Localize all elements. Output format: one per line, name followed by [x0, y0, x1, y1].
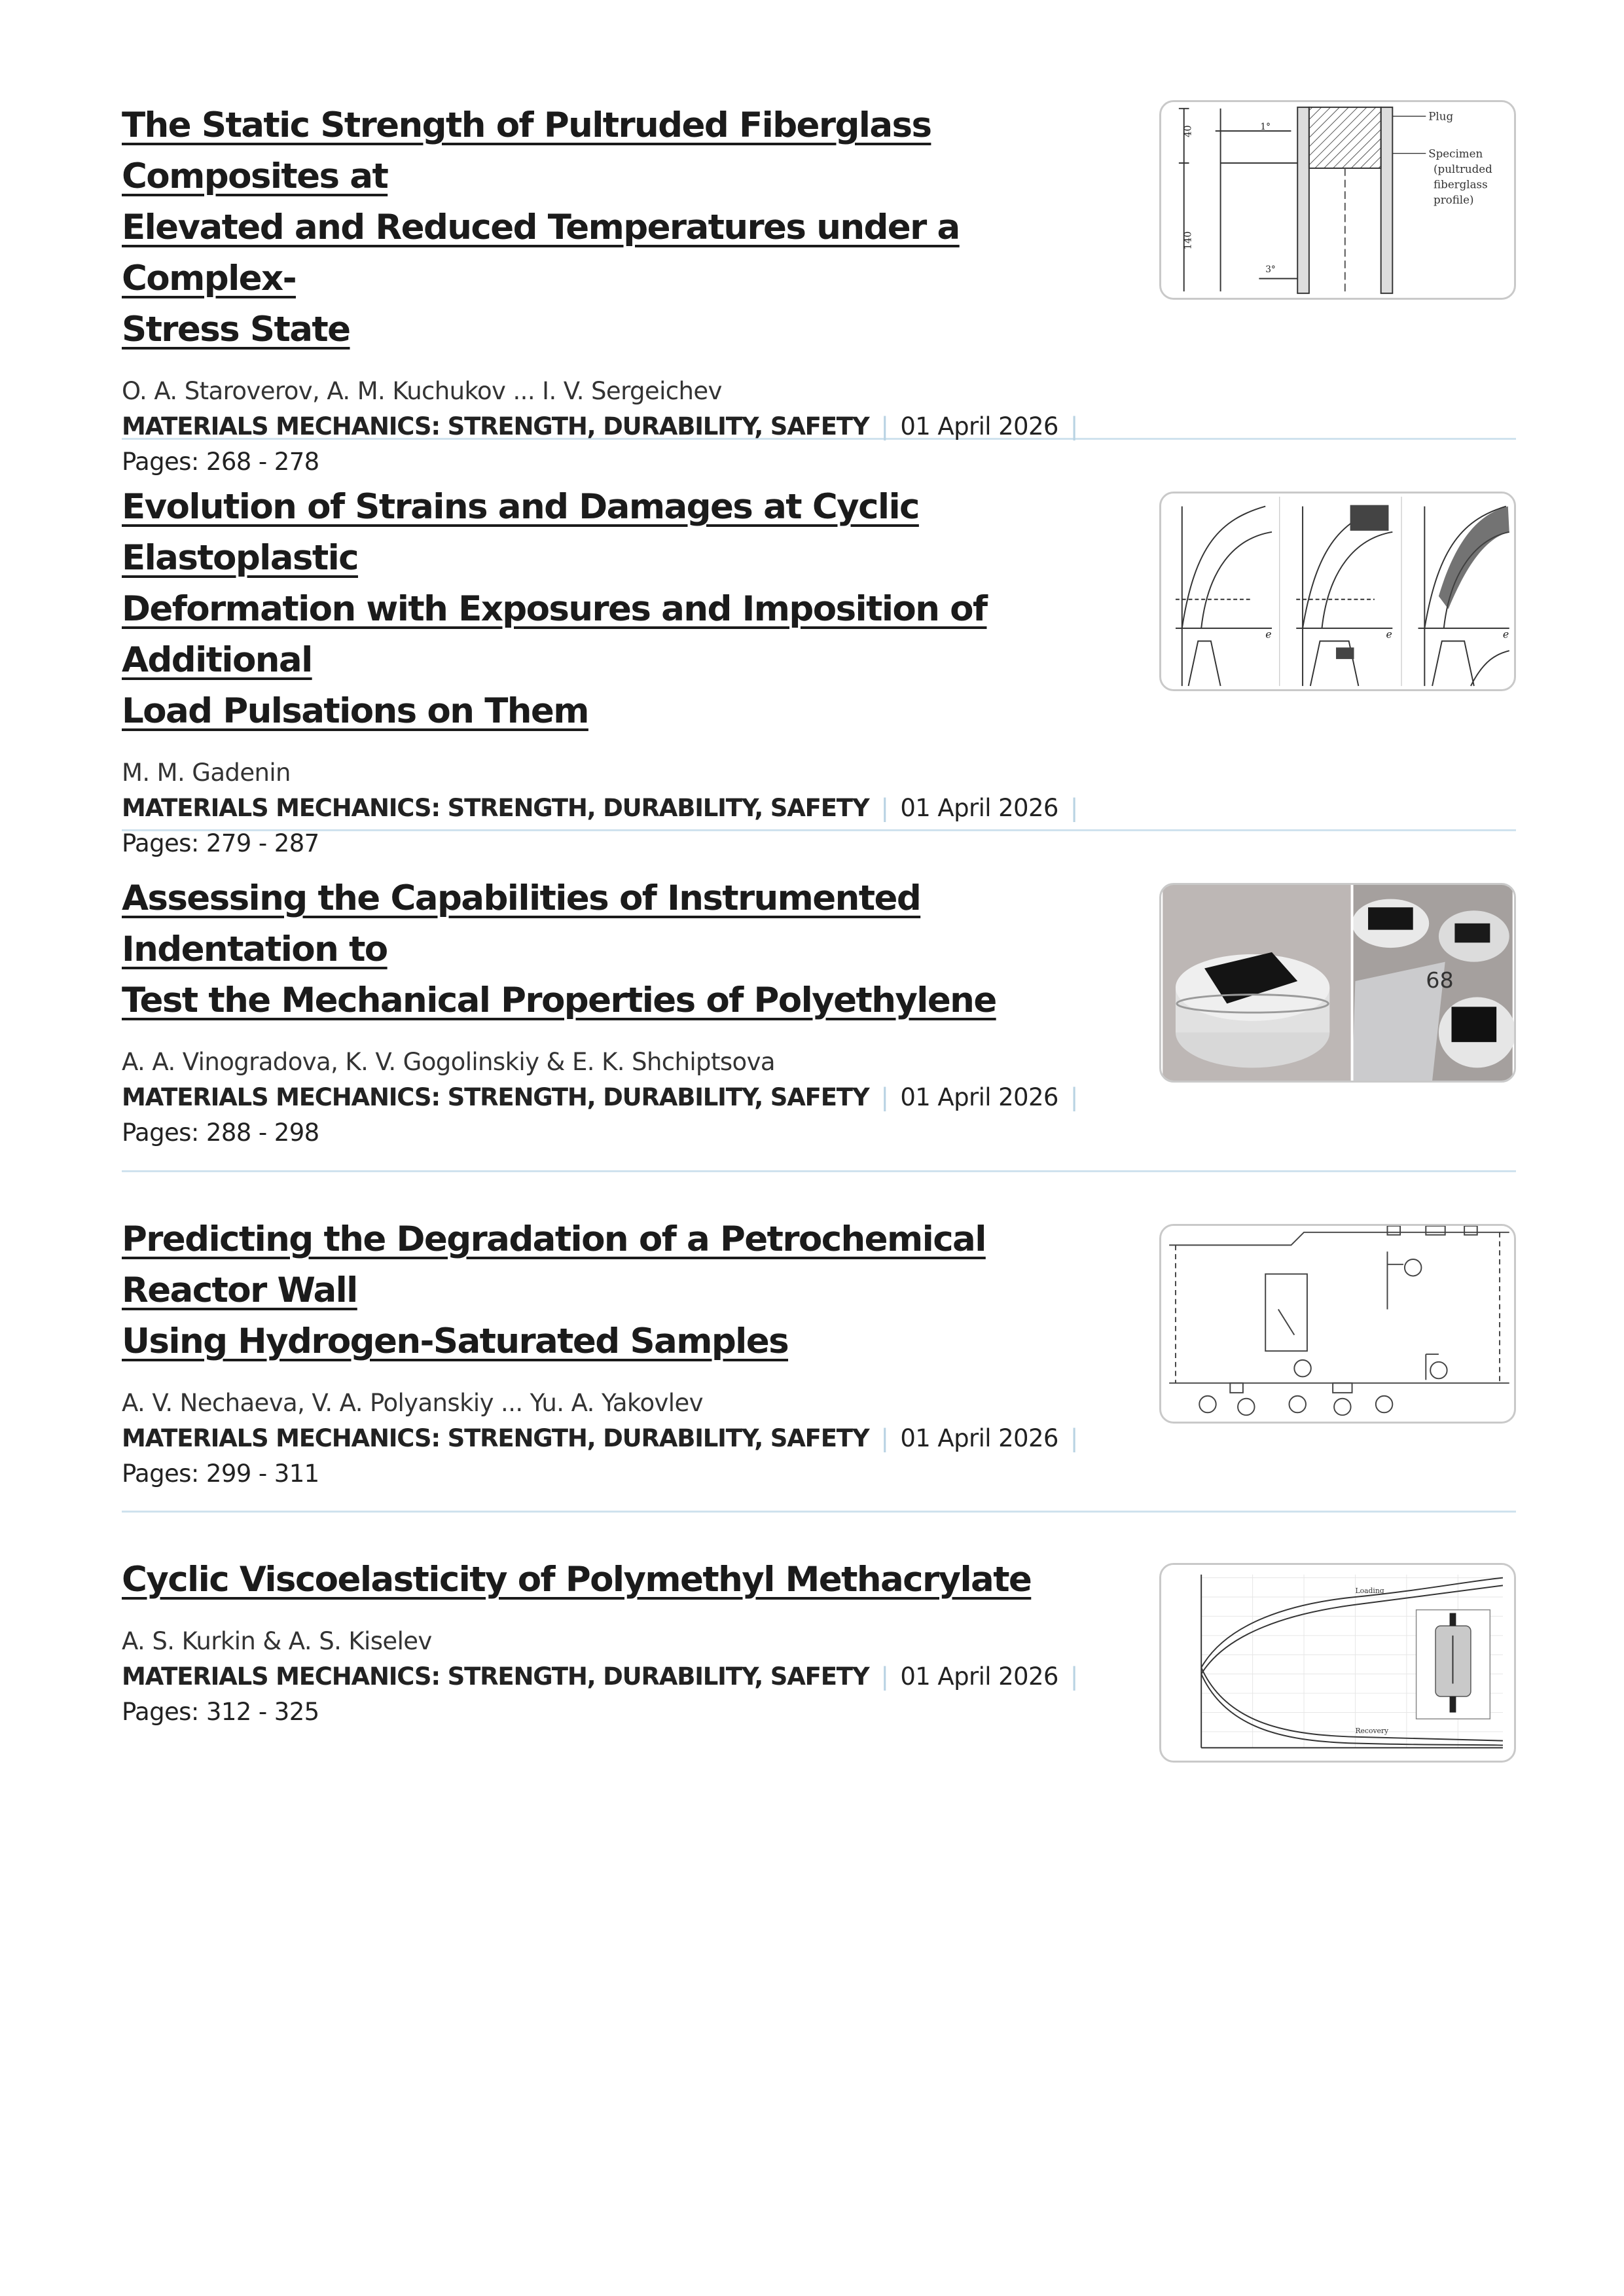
article-title-link[interactable]	[122, 1554, 1117, 1605]
article-meta	[122, 1421, 1117, 1492]
publication-date: 01 April 2026	[900, 1083, 1058, 1111]
article-authors: O. A. Staroverov, A. M. Kuchukov ... I. V. Sergeichev	[122, 377, 722, 405]
article-title-line: Load Pulsations on Them	[122, 691, 588, 731]
svg-text:1°: 1°	[1260, 122, 1271, 133]
journal-name: MATERIALS MECHANICS: STRENGTH, DURABILITY, SAFETY	[122, 412, 869, 440]
article-title-line: The Static Strength of Pultruded Fiberglass Composites at	[122, 105, 931, 196]
page-range: Pages: 299 - 311	[122, 1460, 319, 1488]
journal-name: MATERIALS MECHANICS: STRENGTH, DURABILITY, SAFETY	[122, 794, 869, 822]
article-title-link[interactable]	[122, 482, 1117, 737]
article-title-line: Elevated and Reduced Temperatures under a Complex-	[122, 207, 960, 298]
article-title-link[interactable]	[122, 100, 1117, 355]
svg-text:140: 140	[1182, 231, 1194, 250]
article-title-line: Deformation with Exposures and Imposition of Additional	[122, 589, 987, 680]
article-title-line: Using Hydrogen-Saturated Samples	[122, 1321, 789, 1361]
meta-separator: |	[880, 1083, 889, 1111]
page-range: Pages: 288 - 298	[122, 1119, 319, 1147]
reactor-wall-figure	[1161, 1226, 1514, 1422]
svg-text:Specimen: Specimen	[1428, 147, 1483, 160]
meta-separator: |	[880, 1424, 889, 1452]
svg-text:e: e	[1386, 628, 1392, 641]
article-list	[122, 92, 1516, 1814]
svg-text:profile): profile)	[1434, 193, 1474, 206]
page-range: Pages: 279 - 287	[122, 829, 319, 857]
svg-text:fiberglass: fiberglass	[1434, 178, 1488, 191]
article-title-link[interactable]	[122, 873, 1117, 1026]
article-meta	[122, 1659, 1117, 1730]
article-item	[122, 831, 1516, 1172]
svg-text:(pultruded: (pultruded	[1434, 162, 1492, 175]
article-text	[122, 440, 1117, 861]
meta-separator: |	[1070, 1662, 1078, 1691]
publication-date: 01 April 2026	[900, 794, 1058, 822]
article-title-link[interactable]	[122, 1214, 1117, 1367]
journal-name: MATERIALS MECHANICS: STRENGTH, DURABILITY, SAFETY	[122, 1662, 869, 1691]
strain-cycle-figure	[1161, 493, 1514, 689]
article-title-line: Test the Mechanical Properties of Polyethylene	[122, 980, 996, 1020]
page-range: Pages: 268 - 278	[122, 448, 319, 476]
svg-text:40: 40	[1182, 125, 1194, 137]
meta-separator: |	[880, 1662, 889, 1691]
article-text	[122, 1172, 1117, 1492]
publication-date: 01 April 2026	[900, 1424, 1058, 1452]
svg-text:Plug: Plug	[1428, 110, 1454, 123]
meta-separator: |	[1070, 794, 1078, 822]
article-text	[122, 831, 1117, 1151]
meta-separator: |	[880, 794, 889, 822]
polyethylene-samples-photo	[1161, 885, 1514, 1081]
article-title-line: Evolution of Strains and Damages at Cyclic Elastoplastic	[122, 487, 919, 578]
article-thumbnail[interactable]	[1159, 492, 1516, 691]
article-item	[122, 1172, 1516, 1513]
svg-text:Loading: Loading	[1355, 1587, 1384, 1596]
article-item	[122, 1513, 1516, 1814]
article-thumbnail[interactable]	[1159, 1563, 1516, 1763]
viscoelasticity-plot-figure	[1161, 1565, 1514, 1761]
article-authors: A. A. Vinogradova, K. V. Gogolinskiy & E. K. Shchiptsova	[122, 1048, 775, 1076]
article-authors: A. V. Nechaeva, V. A. Polyanskiy ... Yu. A. Yakovlev	[122, 1389, 703, 1417]
article-authors: A. S. Kurkin & A. S. Kiselev	[122, 1627, 432, 1655]
meta-separator: |	[1070, 412, 1078, 440]
article-title-line: Predicting the Degradation of a Petrochemical Reactor Wall	[122, 1219, 986, 1310]
journal-name: MATERIALS MECHANICS: STRENGTH, DURABILITY, SAFETY	[122, 1424, 869, 1452]
article-title-line: Cyclic Viscoelasticity of Polymethyl Methacrylate	[122, 1560, 1032, 1600]
meta-separator: |	[1070, 1424, 1078, 1452]
svg-text:Recovery: Recovery	[1355, 1726, 1389, 1735]
publication-date: 01 April 2026	[900, 1662, 1058, 1691]
meta-separator: |	[880, 412, 889, 440]
article-text	[122, 1513, 1117, 1730]
publication-date: 01 April 2026	[900, 412, 1058, 440]
article-thumbnail[interactable]	[1159, 100, 1516, 300]
article-item	[122, 440, 1516, 857]
article-text	[122, 92, 1117, 480]
svg-text:68: 68	[1426, 967, 1454, 993]
pultruded-specimen-figure	[1161, 102, 1514, 298]
svg-text:e: e	[1265, 628, 1272, 641]
svg-text:3°: 3°	[1265, 264, 1276, 275]
article-title-line: Assessing the Capabilities of Instrumented Indentation to	[122, 878, 921, 969]
article-title-line: Stress State	[122, 310, 350, 350]
journal-name: MATERIALS MECHANICS: STRENGTH, DURABILITY, SAFETY	[122, 1083, 869, 1111]
svg-text:e: e	[1502, 628, 1509, 641]
article-thumbnail[interactable]	[1159, 1224, 1516, 1424]
article-authors: M. M. Gadenin	[122, 759, 291, 787]
article-item	[122, 92, 1516, 476]
article-thumbnail[interactable]	[1159, 883, 1516, 1083]
page-range: Pages: 312 - 325	[122, 1698, 319, 1726]
article-meta	[122, 1080, 1117, 1151]
meta-separator: |	[1070, 1083, 1078, 1111]
